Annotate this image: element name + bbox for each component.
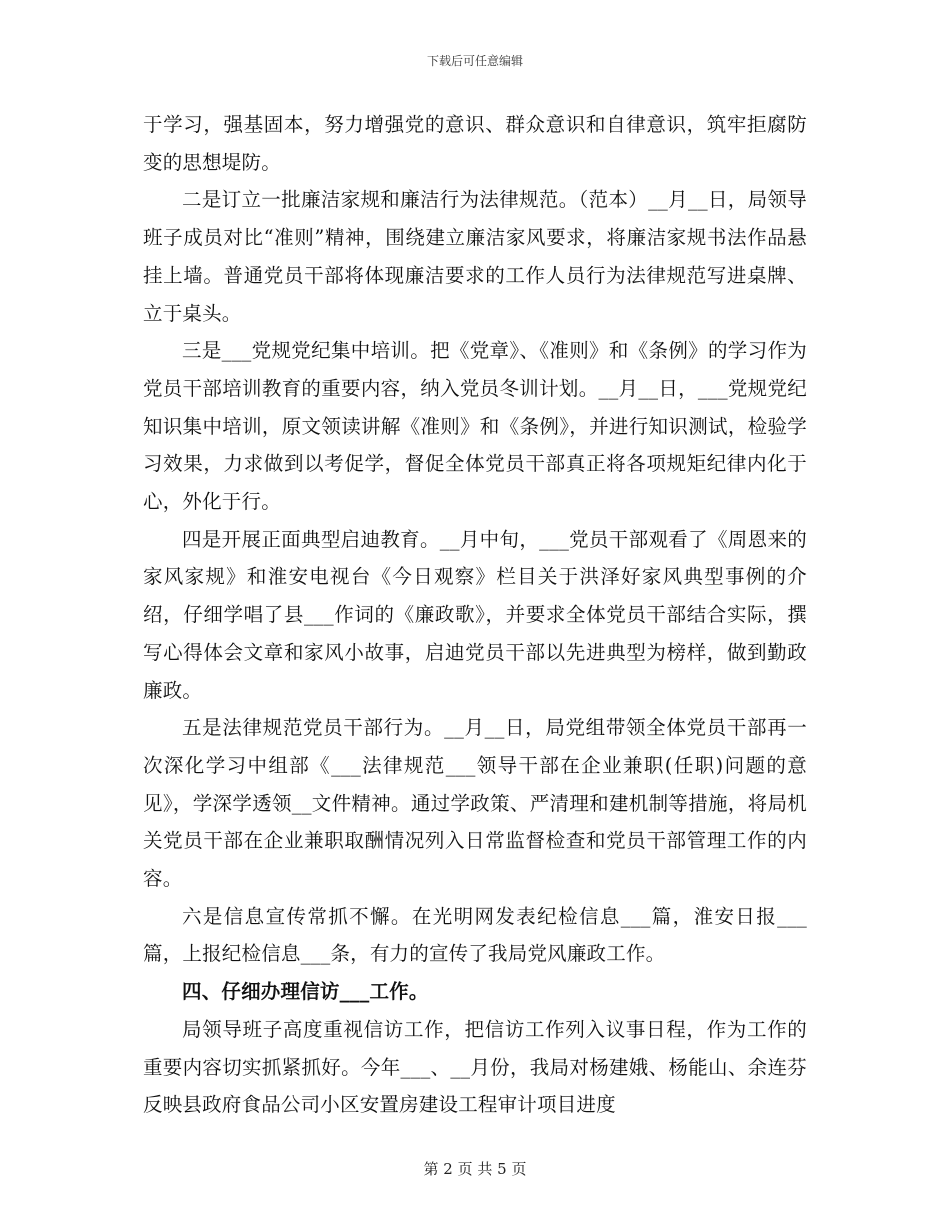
paragraph-item-6: 六是信息宣传常抓不懈。在光明网发表纪检信息___篇，淮安日报___篇，上报纪检信息___条，有力的宣传了我局党风廉政工作。 bbox=[143, 904, 807, 966]
page-header: 下载后可任意编辑 bbox=[426, 54, 523, 68]
paragraph-petition: 局领导班子高度重视信访工作，把信访工作列入议事日程，作为工作的重要内容切实抓紧抓好。今年___、__月份，我局对杨建娥、杨能山、余连芬反映县政府食品公司小区安置房建设工程审计项目进度 bbox=[143, 1017, 807, 1117]
page-footer: 第 2 页 共 5 页 bbox=[423, 1160, 527, 1178]
document-body bbox=[143, 106, 807, 1124]
paragraph-continuation: 于学习，强基固本，努力增强党的意识、群众意识和自律意识，筑牢拒腐防变的思想堤防。 bbox=[143, 113, 807, 174]
paragraph-item-4: 四是开展正面典型启迪教育。__月中旬，___党员干部观看了《周恩来的家风家规》和淮安电视台《今日观察》栏目关于洪泽好家风典型事例的介绍，仔细学唱了县___作词的《廉政歌》，并要求全体党员干部结合实际，撰写心得体会文章和家风小故事，启迪党员干部以先进典型为榜样，做到勤政廉政。 bbox=[143, 527, 807, 702]
paragraph-item-2: 二是订立一批廉洁家规和廉洁行为法律规范。（范本）__月__日，局领导班子成员对比“准则”精神，围绕建立廉洁家风要求，将廉洁家规书法作品悬挂上墙。普通党员干部将体现廉洁要求的工作人员行为法律规范写进桌牌、立于桌头。 bbox=[143, 188, 807, 325]
paragraph-item-3: 三是___党规党纪集中培训。把《党章》、《准则》和《条例》的学习作为党员干部培训教育的重要内容，纳入党员冬训计划。__月__日，___党规党纪知识集中培训，原文领读讲解《准则》和《条例》，并进行知识测试，检验学习效果，力求做到以考促学，督促全体党员干部真正将各项规矩纪律内化于心，外化于行。 bbox=[143, 339, 807, 514]
paragraph-item-5: 五是法律规范党员干部行为。__月__日，局党组带领全体党员干部再一次深化学习中组部《___法律规范___领导干部在企业兼职(任职)问题的意见》，学深学透领__文件精神。通过学政策、严清理和建机制等措施，将局机关党员干部在企业兼职取酬情况列入日常监督检查和党员干部管理工作的内容。 bbox=[143, 716, 807, 891]
section-heading-4: 四、仔细办理信访___工作。 bbox=[182, 980, 429, 1004]
